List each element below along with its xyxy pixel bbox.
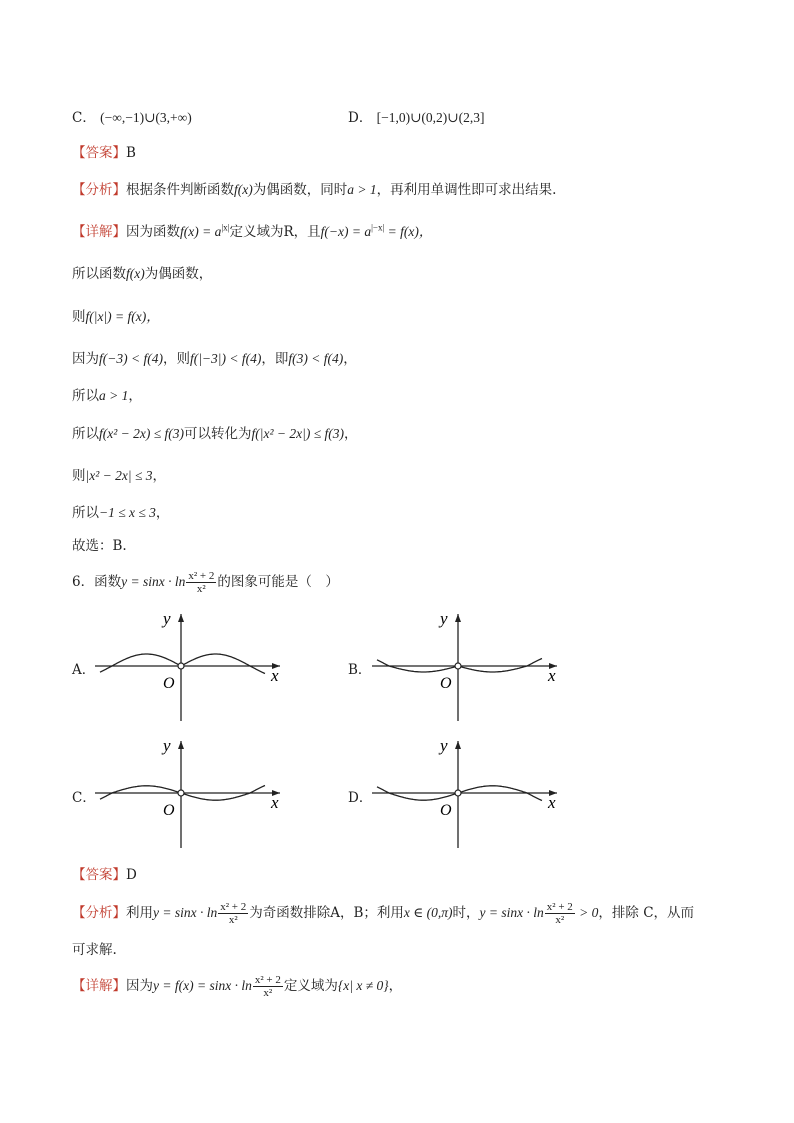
- origin-label: O: [440, 675, 452, 692]
- detail-text: ，: [344, 426, 358, 442]
- detail-text: 为偶函数，: [144, 266, 213, 282]
- option-d: [348, 106, 484, 126]
- graph-option-d-label: D．: [348, 790, 373, 806]
- graph-b: [372, 606, 572, 726]
- stem-text: 6．函数: [72, 574, 122, 590]
- math-expr: f(3) < f(4): [288, 351, 344, 366]
- fraction-numerator: x² + 2: [546, 901, 573, 913]
- detail-text: 因为: [72, 351, 99, 367]
- detail-text: ，: [388, 978, 403, 994]
- answer-tag: 【答案】: [72, 145, 126, 161]
- math-expr: f(x) = a: [180, 224, 222, 239]
- detail-text: 所以: [72, 505, 99, 521]
- y-axis-label: y: [440, 609, 448, 628]
- analysis-text: 根据条件判断函数: [126, 182, 234, 198]
- analysis-tag: 【分析】: [72, 182, 126, 198]
- analysis-text: 时，: [452, 905, 480, 921]
- detail-text: ，则: [162, 351, 190, 367]
- origin-label: O: [440, 802, 452, 819]
- detail-text: ，: [152, 468, 166, 484]
- math-expr: |x² − 2x| ≤ 3: [85, 468, 153, 483]
- math-sup: |x|: [221, 222, 230, 233]
- stem-text: 的图象可能是（ ）: [217, 574, 339, 590]
- graph-d: [372, 733, 572, 853]
- q6-analysis-line-2: [72, 940, 117, 960]
- origin-label: O: [163, 675, 175, 692]
- math-expr: = f(x)，: [384, 224, 433, 239]
- detail-text: 所以: [72, 388, 99, 404]
- option-c-value: (−∞,−1)∪(3,+∞): [100, 110, 192, 125]
- y-axis-arrow: [178, 741, 184, 749]
- y-axis-arrow: [455, 741, 461, 749]
- analysis-text: 为偶函数，同时: [252, 182, 348, 198]
- q5-detail-line-4: [72, 349, 357, 369]
- x-axis-label: x: [271, 793, 279, 812]
- origin-hole: [455, 790, 461, 796]
- q5-detail-line-2: [72, 264, 212, 284]
- origin-hole: [178, 663, 184, 669]
- analysis-text: 可求解.: [72, 942, 117, 958]
- math-expr: y = sinx · ln: [479, 905, 544, 920]
- math-expr: f(|x|) = f(x)，: [85, 309, 160, 324]
- detail-text: ，: [343, 351, 357, 367]
- q5-detail-line-8: [72, 503, 169, 523]
- math-fraction: [545, 901, 575, 926]
- q5-detail-line-1: [72, 222, 432, 242]
- detail-text: 因为: [126, 978, 153, 994]
- origin-hole: [178, 790, 184, 796]
- option-d-label: D．: [348, 110, 373, 126]
- answer-value: D: [126, 867, 137, 883]
- math-expr: > 0: [575, 905, 599, 920]
- graph-a: [95, 606, 295, 726]
- math-expr: a > 1: [99, 388, 129, 403]
- detail-text: ，: [155, 505, 170, 521]
- detail-text: 所以函数: [72, 266, 126, 282]
- y-axis-label: y: [163, 736, 171, 755]
- q5-detail-line-6: [72, 424, 358, 444]
- graph-option-b-label: B．: [348, 662, 372, 678]
- q5-detail-line-5: [72, 386, 142, 406]
- math-expr: f(|x² − 2x|) ≤ f(3): [251, 426, 345, 441]
- detail-text: 定义域为: [283, 978, 338, 994]
- q6-answer: [72, 865, 137, 885]
- graph-option-c-label: C．: [72, 790, 96, 806]
- analysis-text: ，再利用单调性即可求出结果.: [376, 182, 557, 198]
- math-expr: f(x² − 2x) ≤ f(3): [99, 426, 185, 441]
- q6-stem: [72, 570, 339, 595]
- math-expr: {x| x ≠ 0}: [337, 978, 389, 993]
- answer-value: B: [126, 145, 136, 161]
- graph-option-a-label: A．: [72, 662, 96, 678]
- x-axis-label: x: [548, 793, 556, 812]
- fraction-numerator: x² + 2: [188, 570, 215, 582]
- fraction-denominator: x²: [196, 583, 206, 595]
- math-expr: y = f(x) = sinx · ln: [153, 978, 252, 993]
- detail-text: 所以: [72, 426, 99, 442]
- math-expr: f(|−3|) < f(4): [189, 351, 262, 366]
- q6-analysis: [72, 901, 694, 926]
- detail-text: 故选：B.: [72, 538, 127, 554]
- option-d-value: [−1,0)∪(0,2)∪(2,3]: [376, 110, 485, 125]
- detail-text: 定义域为R，且: [229, 224, 321, 240]
- fraction-numerator: x² + 2: [254, 974, 281, 986]
- detail-tag: 【详解】: [72, 224, 126, 240]
- q5-detail-line-3: [72, 307, 160, 327]
- detail-text: 可以转化为: [184, 426, 252, 442]
- detail-text: 则: [72, 309, 86, 325]
- math-fraction: [218, 901, 248, 926]
- math-expr: y = sinx · ln: [121, 574, 186, 589]
- q5-analysis: [72, 180, 556, 200]
- origin-hole: [455, 663, 461, 669]
- option-c-label: C．: [72, 110, 96, 126]
- math-fraction: [253, 974, 283, 999]
- math-expr: a > 1: [347, 182, 377, 197]
- option-c: [72, 106, 192, 126]
- q5-conclusion: [72, 536, 127, 556]
- math-expr: y = sinx · ln: [153, 905, 218, 920]
- q5-answer: [72, 143, 136, 163]
- analysis-text: 利用: [126, 905, 153, 921]
- fraction-numerator: x² + 2: [220, 901, 247, 913]
- x-axis-label: x: [271, 666, 279, 685]
- math-sup: |−x|: [371, 222, 385, 233]
- analysis-text: ，排除 C，从而: [598, 905, 695, 921]
- fraction-denominator: x²: [228, 914, 238, 926]
- detail-tag: 【详解】: [72, 978, 126, 994]
- y-axis-label: y: [440, 736, 448, 755]
- math-expr: f(−x) = a: [320, 224, 372, 239]
- math-expr: −1 ≤ x ≤ 3: [99, 505, 156, 520]
- detail-text: ，即: [261, 351, 289, 367]
- fraction-denominator: x²: [555, 914, 565, 926]
- q6-detail: [72, 974, 402, 999]
- detail-text: 则: [72, 468, 86, 484]
- fraction-denominator: x²: [263, 987, 273, 999]
- y-axis-label: y: [163, 609, 171, 628]
- q5-detail-line-7: [72, 466, 166, 486]
- y-axis-arrow: [455, 614, 461, 622]
- math-expr: f(x): [126, 266, 145, 281]
- detail-text: ，: [128, 388, 142, 404]
- answer-tag: 【答案】: [72, 867, 126, 883]
- graph-c: [95, 733, 295, 853]
- analysis-text: 为奇函数排除A，B；利用: [249, 905, 404, 921]
- x-axis-label: x: [548, 666, 556, 685]
- math-expr: f(x): [234, 182, 253, 197]
- math-expr: x ∈ (0,π): [403, 905, 453, 920]
- analysis-tag: 【分析】: [72, 905, 126, 921]
- y-axis-arrow: [178, 614, 184, 622]
- math-fraction: [186, 570, 216, 595]
- detail-text: 因为函数: [126, 224, 180, 240]
- origin-label: O: [163, 802, 175, 819]
- math-expr: f(−3) < f(4): [99, 351, 163, 366]
